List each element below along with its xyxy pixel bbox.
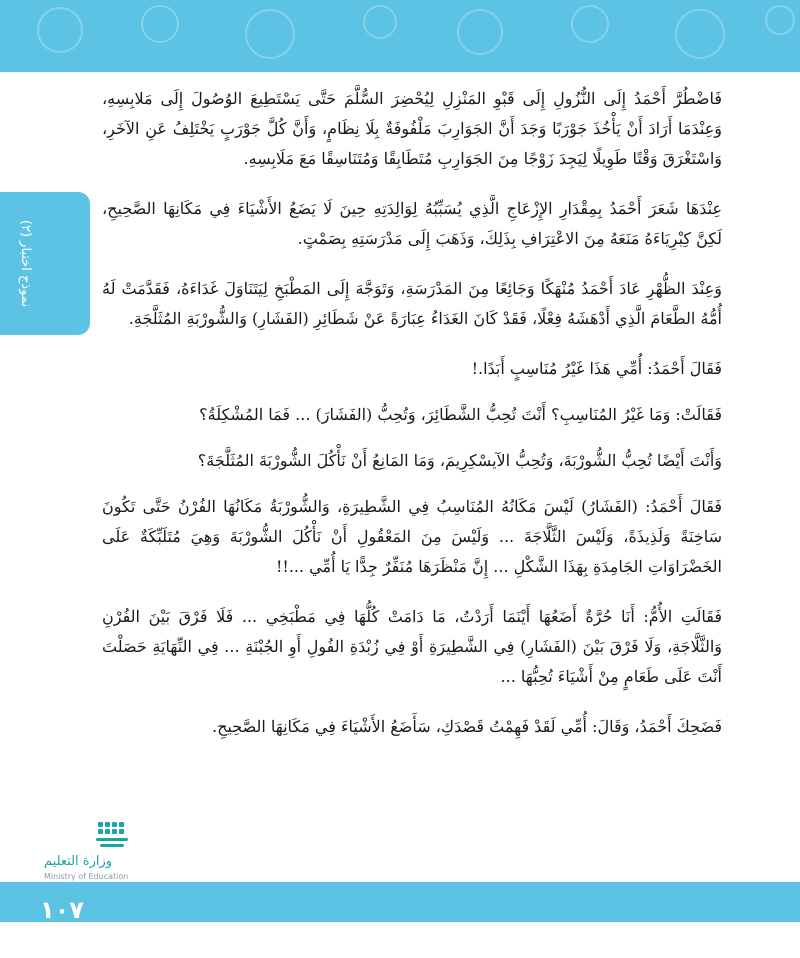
bottom-band [0,882,800,922]
side-tab [0,192,90,335]
logo-english-name: Ministry of Education [44,872,129,881]
story-text [102,84,722,762]
paragraph: عِنْدَهَا شَعَرَ أَحْمَدُ بِمِقْدَارِ الإِزْعَاجِ الَّذِي يُسَبِّبُهُ لِوَالِدَتِهِ حِينَ لَا يَضَعُ الأَشْيَاءَ فِي مَكَانِهَا الصَّحِيحِ، لَكِنَّ كِبْرِيَاءَهُ مَنَعَهُ مِنَ الاعْتِرَافِ بِذَلِكَ، وَذَهَبَ إِلَى مَدْرَسَتِهِ بِصَمْتٍ. [102,199,722,248]
arabesque-pattern-icon [0,0,800,72]
paragraph: فَقَالَتْ: وَمَا غَيْرُ المُنَاسِبِ؟ أَنْتَ تُحِبُّ الشَّطَائِرَ، وَتُحِبُّ (الفَشَارَ) ... فَمَا المُشْكِلَةُ؟ [199,405,722,424]
side-tab-text: نموذج اختبار (٢) [18,219,34,308]
paragraph: فَاضْطُرَّ أَحْمَدُ إِلَى النُّزُولِ إِلَى قَبْوِ المَنْزِلِ لِيُحْضِرَ السُّلَّمَ حَتَّى يَسْتَطِيعَ الوُصُولَ إِلَى مَلابِسِهِ، وَعِنْدَمَا أَرَادَ أَنْ يَأْخُذَ جَوْرَبًا وَجَدَ أَنَّ الجَوَارِبَ مَلْفُوفَةٌ بِلَا نِظَامٍ، وَأَنَّ كُلَّ جَوْرَبٍ يَخْتَلِفُ عَنِ الآخَرِ، وَاسْتَغْرَقَ وَقْتًا طَوِيلًا لِيَجِدَ زَوْجًا مِنَ الجَوَارِبِ مُتَطَابِقًا وَمُتَنَاسِقًا مَعَ مَلَابِسِهِ. [102,89,722,168]
top-decorative-band [0,0,800,72]
paragraph: فَقَالَ أَحْمَدُ: (الفَشَارُ) لَيْسَ مَكَانُهُ المُنَاسِبُ فِي الشَّطِيرَةِ، وَالشُّورْبَةُ مَكَانُهَا الفُرْنُ حَتَّى تَكُونَ سَاخِنَةً وَلَذِيذَةً، وَلَيْسَ الثَّلَّاجَةَ ... وَلَيْسَ مِنَ المَعْقُولِ أَنْ نَأْكُلَ الشُّورْبَةَ وَهِيَ مُتَلَبِّكَةٌ عَلَى الخَضْرَاوَاتِ الجَامِدَةِ بِهَذَا الشَّكْلِ ... إِنَّ مَنْظَرَهَا مُنَفِّرٌ جِدًّا يَا أُمِّي ...!! [102,497,722,576]
ministry-emblem-icon [94,818,134,852]
paragraph: فَقَالَتِ الأُمُّ: أَنَا حُرَّةٌ أَضَعُهَا أَيْنَمَا أَرَدْتُ، مَا دَامَتْ كُلُّهَا فِي مَطْبَخِي ... فَلَا فَرْقَ بَيْنَ الفُرْنِ وَالثَّلَّاجَةِ، وَلَا فَرْقَ بَيْنَ (الفَشَارِ) فِي الشَّطِيرَةِ أَوْ فِي زُبْدَةِ الفُولِ أَوِ الجُبْنَةِ ... فِي النِّهَايَةِ حَصَلْتَ أَنْتَ عَلَى طَعَامٍ مِنْ أَشْيَاءَ تُحِبُّهَا ... [102,607,722,686]
logo-arabic-name: وزارة التعليم [44,854,113,869]
paragraph: فَقَالَ أَحْمَدُ: أُمِّي هَذَا غَيْرُ مُنَاسِبٍ أَبَدًا.! [471,359,722,378]
paragraph: فَضَحِكَ أَحْمَدُ، وَقَالَ: أُمِّي لَقَدْ فَهِمْتُ قَصْدَكِ، سَأَضَعُ الأَشْيَاءَ فِي مَكَانِهَا الصَّحِيحِ. [212,717,722,736]
side-tab-label [16,192,36,335]
page-number: ١٠٧ [40,896,84,924]
paragraph: وَأَنْتَ أَيْضًا تُحِبُّ الشُّورْبَةَ، وَتُحِبُّ الآيسْكِرِيمَ، وَمَا المَانِعُ أَنْ نَأْكُلَ الشُّورْبَةَ المُثَلَّجَةَ؟ [197,451,722,470]
bottom-strip [0,922,800,958]
ministry-logo [32,818,142,888]
paragraph: وَعِنْدَ الظُّهْرِ عَادَ أَحْمَدُ مُنْهَكًا وَجَائِعًا مِنَ المَدْرَسَةِ، وَتَوَجَّهَ إِلَى المَطْبَخِ لِيَتَنَاوَلَ غَدَاءَهُ، فَقَدَّمَتْ لَهُ أُمُّهُ الطَّعَامَ الَّذِي أَدْهَشَهُ فِعْلًا، فَقَدْ كَانَ الغَدَاءُ عِبَارَةً عَنْ شَطَائِرِ (الفَشَارِ) وَالشُّورْبَةِ المُثَلَّجَةِ. [102,279,722,328]
